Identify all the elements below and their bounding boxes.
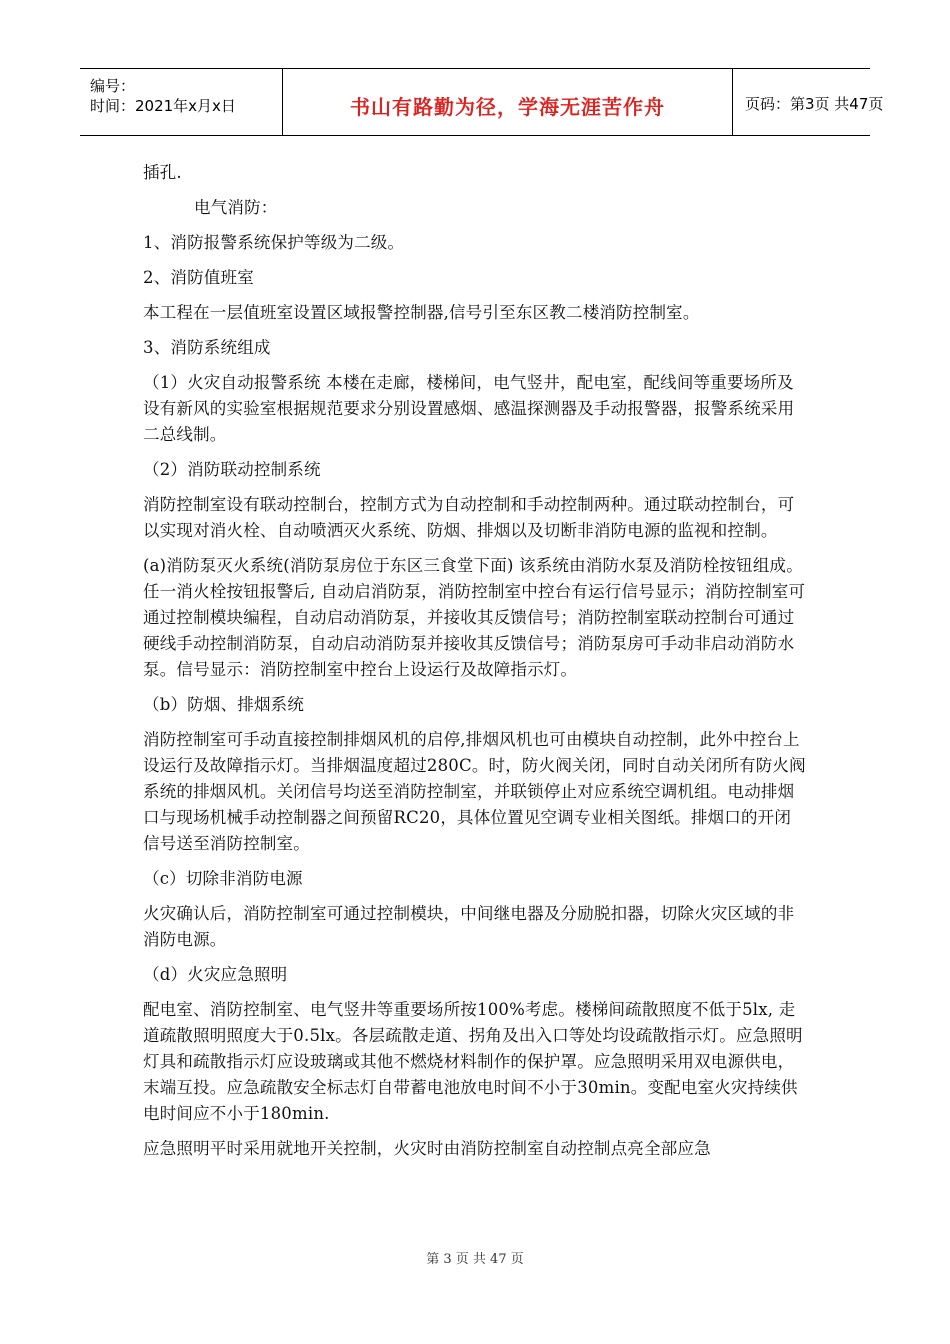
page-footer: 第 3 页 共 47 页: [426, 1252, 524, 1267]
paragraph: 2、消防值班室: [143, 268, 254, 287]
paragraph: 1、消防报警系统保护等级为二级。: [143, 233, 405, 252]
header-meta-cell: [80, 69, 283, 135]
paragraph: 消防控制室设有联动控制台，控制方式为自动控制和手动控制两种。通过联动控制台，可以实现对消火栓、自动喷洒灭火系统、防烟、排烟以及切断非消防电源的监视和控制。: [143, 495, 795, 540]
paragraph: 3、消防系统组成: [143, 338, 271, 357]
paragraph: (a)消防泵灭火系统(消防泵房位于东区三食堂下面) 该系统由消防水泵及消防栓按钮组成。任一消火栓按钮报警后, 自动启消防泵，消防控制室中控台有运行信号显示；消防控制室可通过控制模块编程，自动启动消防泵，并接收其反馈信号；消防控制室联动控制台可通过硬线手动控制消防泵，自动启动消防泵并接收其反馈信号；消防泵房可手动非启动消防水泵。信号显示：消防控制室中控台上设运行及故障指示灯。: [143, 556, 806, 679]
paragraph: （2）消防联动控制系统: [143, 460, 321, 479]
paragraph: （1）火灾自动报警系统 本楼在走廊，楼梯间，电气竖井，配电室，配线间等重要场所及设有新风的实验室根据规范要求分别设置感烟、感温探测器及手动报警器，报警系统采用二总线制。: [143, 373, 795, 444]
paragraph: （d）火灾应急照明: [143, 965, 288, 984]
document-number-label: 编号：: [90, 77, 136, 95]
paragraph: 插孔.: [143, 163, 182, 182]
section-heading: 电气消防：: [194, 198, 278, 217]
header-motto-cell: [283, 69, 733, 135]
paragraph: 消防控制室可手动直接控制排烟风机的启停,排烟风机也可由模块自动控制，此外中控台上设运行及故障指示灯。当排烟温度超过280C。时，防火阀关闭，同时自动关闭所有防火阀系统的排烟风机。关闭信号均送至消防控制室，并联锁停止对应系统空调机组。电动排烟口与现场机械手动控制器之间预留RC20，具体位置见空调专业相关图纸。排烟口的开闭信号送至消防控制室。: [143, 730, 806, 853]
paragraph: （b）防烟、排烟系统: [143, 695, 305, 714]
date-label: 时间：2021年x月x日: [90, 97, 236, 115]
paragraph: 火灾确认后，消防控制室可通过控制模块，中间继电器及分励脱扣器，切除火灾区域的非消防电源。: [143, 904, 795, 949]
header-page-cell: [733, 69, 884, 135]
paragraph: （c）切除非消防电源: [143, 869, 303, 888]
paragraph: 配电室、消防控制室、电气竖井等重要场所按100%考虑。楼梯间疏散照度不低于5lx, 走道疏散照明照度大于0.5lx。各层疏散走道、拐角及出入口等处均设疏散指示灯。应急照明灯具和疏散指示灯应设玻璃或其他不燃烧材料制作的保护罩。应急照明采用双电源供电，末端互投。应急疏散安全标志灯自带蓄电池放电时间不小于30min。变配电室火灾持续供电时间应不小于180min.: [143, 1000, 803, 1123]
page-code: 页码：第3页 共47页: [745, 95, 884, 113]
paragraph: 应急照明平时采用就地开关控制，火灾时由消防控制室自动控制点亮全部应急: [143, 1139, 711, 1158]
paragraph: 本工程在一层值班室设置区域报警控制器,信号引至东区教二楼消防控制室。: [143, 303, 700, 322]
document-body: [143, 160, 807, 1171]
page-header: [80, 68, 884, 136]
motto-text: 书山有路勤为径，学海无涯苦作舟: [350, 95, 665, 119]
